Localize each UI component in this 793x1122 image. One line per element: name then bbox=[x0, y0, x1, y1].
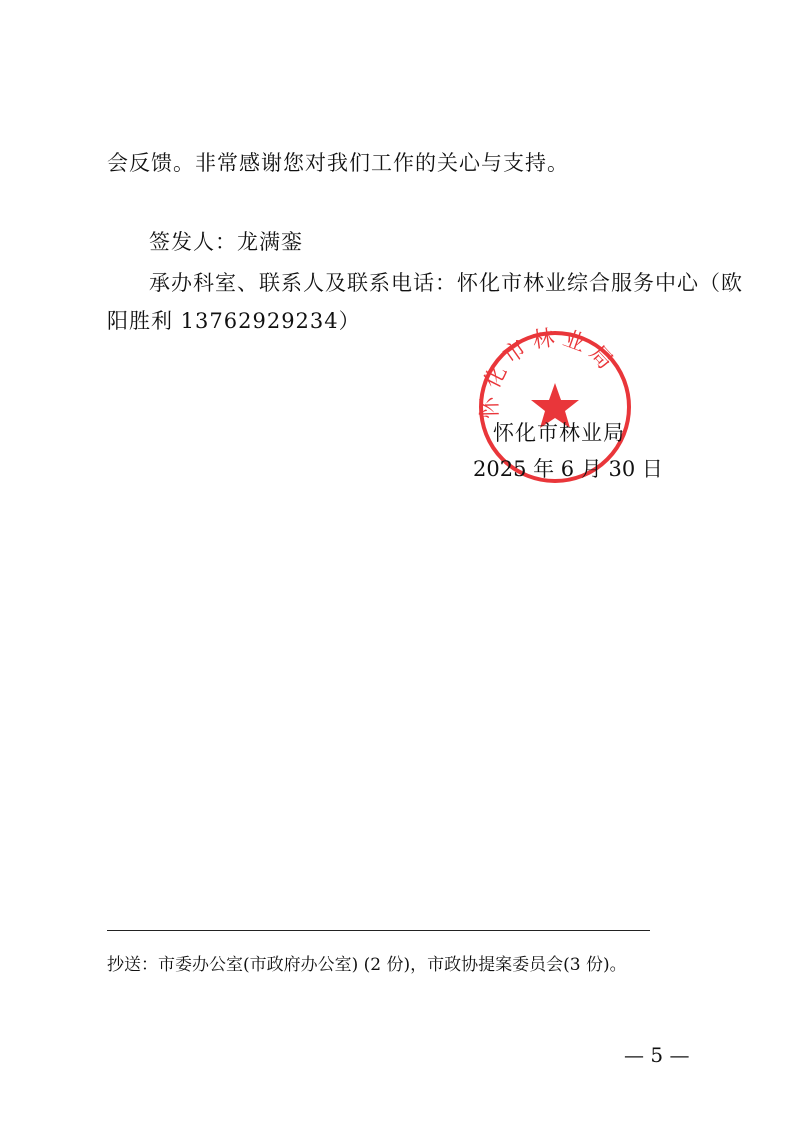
signer-line: 签发人：龙满銮 bbox=[149, 230, 303, 254]
footer-divider bbox=[107, 930, 650, 931]
seal-text: 怀化市林业局 bbox=[477, 325, 622, 419]
contact-line-continued: 阳胜利 13762929234） bbox=[107, 309, 361, 333]
page-number: — 5 — bbox=[624, 1043, 690, 1067]
issue-date: 2025 年 6 月 30 日 bbox=[473, 457, 663, 481]
contact-line: 承办科室、联系人及联系电话：怀化市林业综合服务中心（欧 bbox=[149, 271, 743, 295]
body-line-1: 会反馈。非常感谢您对我们工作的关心与支持。 bbox=[107, 151, 569, 175]
cc-line: 抄送：市委办公室(市政府办公室) (2 份)，市政协提案委员会(3 份)。 bbox=[107, 955, 627, 975]
issuer-name: 怀化市林业局 bbox=[493, 421, 625, 445]
